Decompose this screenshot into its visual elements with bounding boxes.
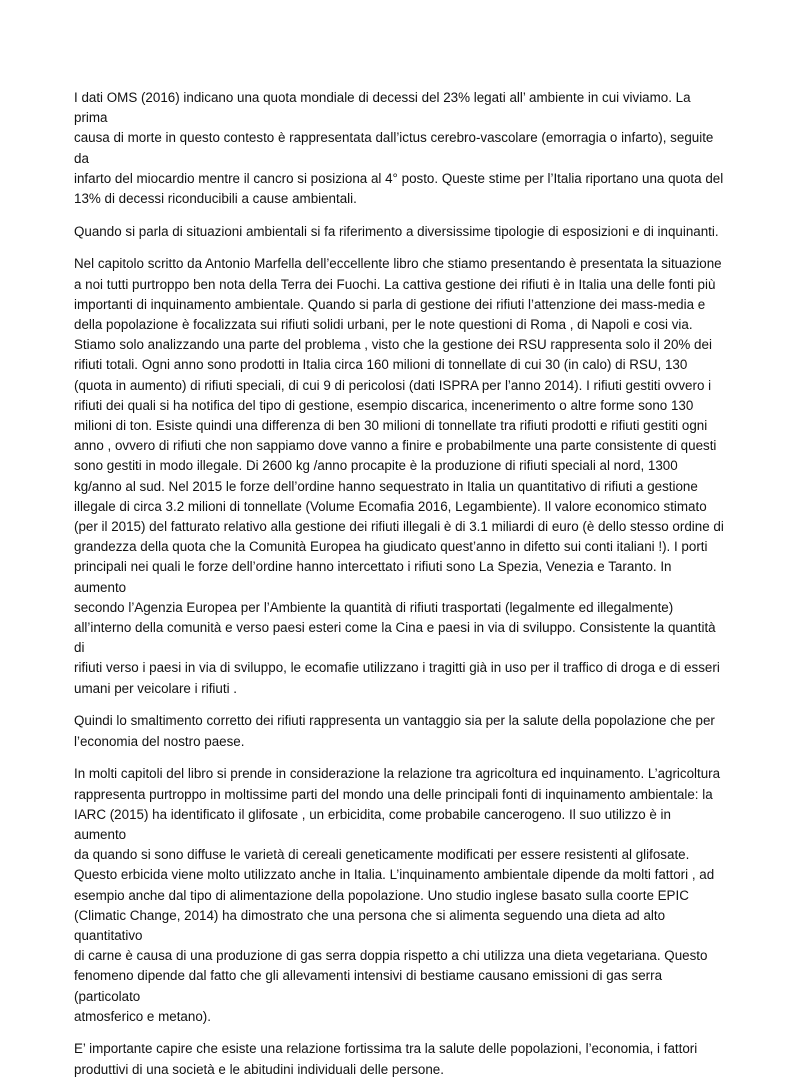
paragraph-correct-disposal: Quindi lo smaltimento corretto dei rifiuti rappresenta un vantaggio sia per la salute della popolazione che per l’economia del nostro paese. [74, 713, 715, 749]
paragraph-waste-management: Nel capitolo scritto da Antonio Marfella dell’eccellente libro che stiamo presentando è presentata la situazione a noi tutti purtroppo ben nota della Terra dei Fuochi. La cattiva gestione dei rifiuti è in Italia una delle fonti più importanti di inquinamento ambientale. Quando si parla di gestione dei rifiuti l’attenzione dei mass-media e della popolazione è focalizzata sui rifiuti solidi urbani, per le note questioni di Roma , di Napoli e cosi via. Stiamo solo analizzando una parte del problema , visto che la gestione dei RSU rappresenta solo il 20% dei rifiuti totali. Ogni anno sono prodotti in Italia circa 160 milioni di tonnellate di cui 30 (in calo) di RSU, 130 (quota in aumento) di rifiuti speciali, di cui 9 di pericolosi (dati ISPRA per l’anno 2014). I rifiuti gestiti ovvero i rifiuti dei quali si ha notifica del tipo di gestione, esempio discarica, incenerimento o altre forme sono 130 milioni di ton. Esiste quindi una differenza di ben 30 milioni di tonnellate tra rifiuti prodotti e rifiuti gestiti ogni anno , ovvero di rifiuti che non sappiamo dove vanno a finire e probabilmente una parte consistente di questi sono gestiti in modo illegale. Di 2600 kg /anno procapite è la produzione di rifiuti speciali al nord, 1300 kg/anno al sud. Nel 2015 le forze dell’ordine hanno sequestrato in Italia un quantitativo di rifiuti a gestione illegale di circa 3.2 milioni di tonnellate (Volume Ecomafia 2016, Legambiente). Il valore economico stimato (per il 2015) del fatturato relativo alla gestione dei rifiuti illegali è di 3.1 miliardi di euro (è dello stesso ordine di grandezza della quota che la Comunità Europea ha giudicato quest’anno in difetto sui conti italiani !). I porti principali nei quali le forze dell’ordine hanno intercettato i rifiuti sono La Spezia, Venezia e Taranto. In aumento secondo l’Agenzia Europea per l’Ambiente la quantità di rifiuti trasportati (legalmente ed illegalmente) all’interno della comunità e verso paesi esteri come la Cina e paesi in via di sviluppo. Consistente la quantità di rifiuti verso i paesi in via di sviluppo, le ecomafie utilizzano i tragitti già in uso per il traffico di droga e di esseri umani per veicolare i rifiuti . [74, 256, 724, 696]
paragraph-oms-statistics: I dati OMS (2016) indicano una quota mondiale di decessi del 23% legati all’ ambiente in cui viviamo. La prima causa di morte in questo contesto è rappresentata dall’ictus cerebro-vascolare (emorragia o infarto), seguite da infarto del miocardio mentre il cancro si posiziona al 4° posto. Queste stime per l’Italia riportano una quota del 13% di decessi riconducibili a cause ambientali. [74, 90, 724, 207]
paragraph-agriculture-pollution: In molti capitoli del libro si prende in considerazione la relazione tra agricoltura ed inquinamento. L’agricoltura rappresenta purtroppo in moltissime parti del mondo una delle principali fonti di inquinamento ambientale: la IARC (2015) ha identificato il glifosate , un erbicidita, come probabile cancerogeno. Il suo utilizzo è in aumento da quando si sono diffuse le varietà di cereali geneticamente modificati per essere resistenti al glifosate. Questo erbicida viene molto utilizzato anche in Italia. L’inquinamento ambientale dipende da molti fattori , ad esempio anche dal tipo di alimentazione della popolazione. Uno studio inglese basato sulla coorte EPIC (Climatic Change, 2014) ha dimostrato che una persona che si alimenta seguendo una dieta ad alto quantitativo di carne è causa di una produzione di gas serra doppia rispetto a chi utilizza una dieta vegetariana. Questo fenomeno dipende dal fatto che gli allevamenti intensivi di bestiame causano emissioni di gas serra (particolato atmosferico e metano). [74, 766, 721, 1024]
paragraph-conclusion: E’ importante capire che esiste una relazione fortissima tra la salute delle popolazioni, l’economia, i fattori produttivi di una società e le abitudini individuali delle persone. [74, 1041, 698, 1077]
document-page [74, 88, 724, 1092]
paragraph-environmental-situations: Quando si parla di situazioni ambientali si fa riferimento a diversissime tipologie di esposizioni e di inquinanti. [74, 223, 719, 239]
